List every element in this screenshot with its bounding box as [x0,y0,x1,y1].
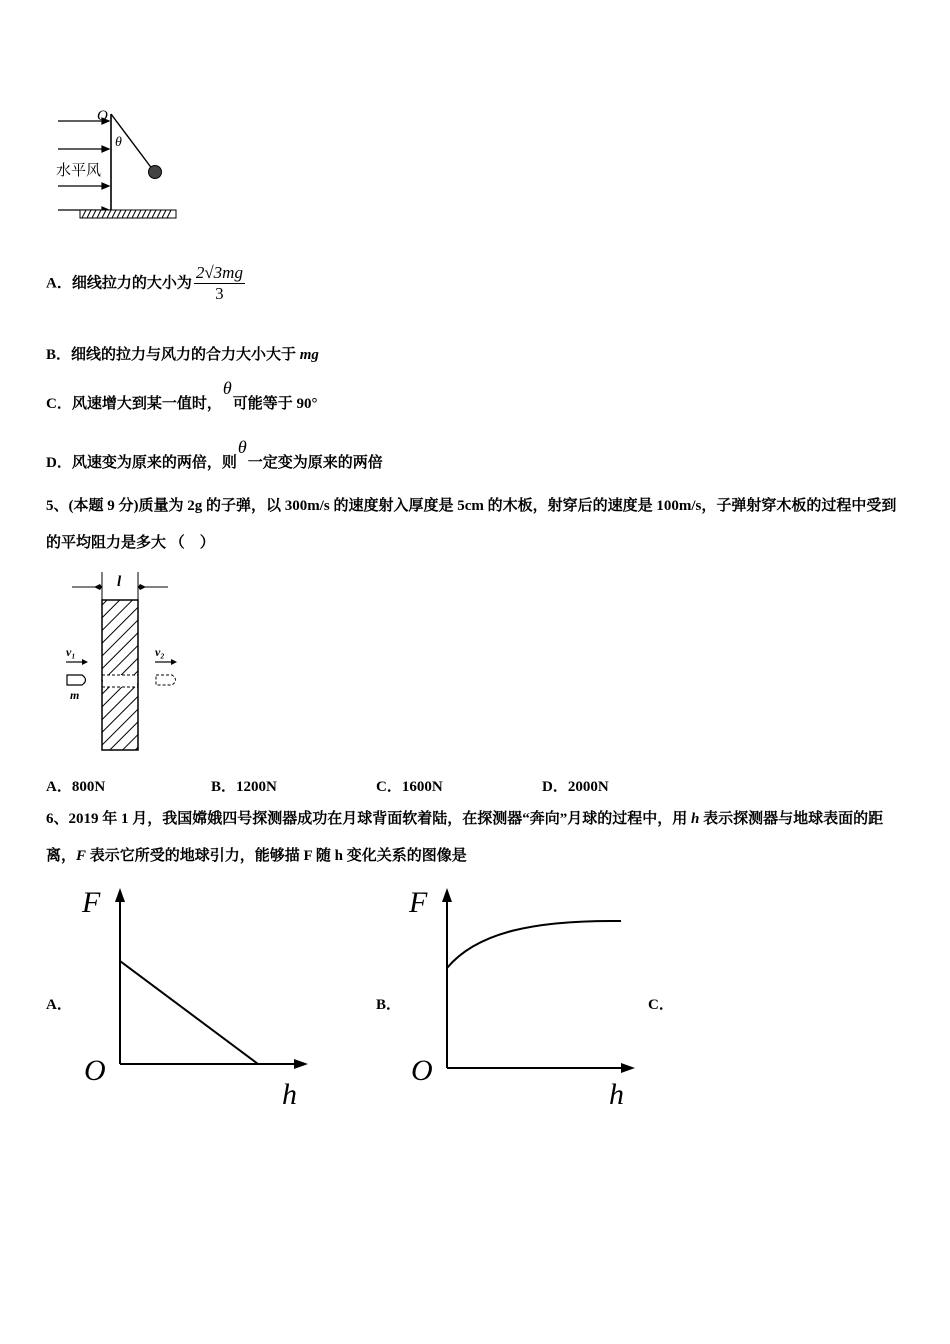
q4-option-c-suffix: 可能等于 90° [232,396,318,412]
label-v2: v₂ [155,645,165,659]
bullet-board-figure [60,570,190,755]
q5-option-b: B．1200N [211,779,277,795]
label-o: O [97,108,108,124]
q4-option-d-prefix: D．风速变为原来的两倍，则 [46,455,237,471]
q6-stem-h: h [691,811,700,827]
graph-a-curve [120,961,258,1064]
fraction [194,263,245,304]
graph-b-y-label: F [409,886,428,919]
fraction-numerator: 2√3mg [195,263,243,282]
q4-option-d-suffix: 一定变为原来的两倍 [247,455,383,471]
graph-b-curve [447,921,621,968]
label-v1: v₁ [66,645,76,659]
q6-stem-part1: 6、2019 年 1 月，我国嫦娥四号探测器成功在月球背面软着陆，在探测器“奔向”月球的过程中，用 [46,811,692,827]
bullet [67,675,86,685]
q4-option-c [46,378,318,414]
label-theta: θ [115,135,122,150]
q6-stem [46,801,908,875]
graph-a-y-label: F [82,886,101,919]
pendulum-figure [52,100,182,225]
q5-option-d: D．2000N [542,779,609,795]
q6-stem-f: F [76,848,87,864]
graph-b-x-label: h [609,1078,624,1111]
graph-b [405,880,645,1115]
graph-a-x-label: h [282,1078,297,1111]
bullet-exit [156,675,176,685]
ball [149,166,162,179]
q6-stem-part3: 表示它所受的地球引力，能够描 F 随 h 变化关系的图像是 [86,848,467,864]
graph-a [78,880,318,1115]
theta-symbol: θ [237,437,247,457]
q4-option-d [46,437,383,473]
q4-option-b-text: B．细线的拉力与风力的合力大小大于 [46,347,300,363]
q6-option-a-label: A． [46,997,72,1013]
q5-option-a: A．800N [46,779,106,795]
fraction-denominator: 3 [215,284,224,303]
q6-stem-part2: 表示探测器与地球表面的距离， [46,811,884,864]
q5-stem: 5、(本题 9 分)质量为 2g 的子弹，以 300m/s 的速度射入厚度是 5cm 的木板，射穿后的速度是 100m/s，子弹射穿木板的过程中受到的平均阻力是多大 （ ） [46,498,897,551]
q4-option-b-emph: mg [299,347,319,363]
q6-option-b-label: B． [376,997,402,1013]
q4-option-a-prefix: A．细线拉力的大小为 [46,275,192,292]
q4-option-c-prefix: C．风速增大到某一值时， [46,396,222,412]
theta-symbol: θ [222,378,232,398]
graph-b-origin: O [411,1054,433,1087]
q4-option-b [46,345,319,365]
q4-option-a [46,263,245,304]
q6-option-c-label: C． [648,997,674,1013]
graph-a-origin: O [84,1054,106,1087]
wind-label: 水平风 [56,163,102,179]
label-l: l [117,574,122,590]
ground [80,210,176,218]
q5-option-c: C．1600N [376,779,443,795]
label-m: m [70,688,80,702]
